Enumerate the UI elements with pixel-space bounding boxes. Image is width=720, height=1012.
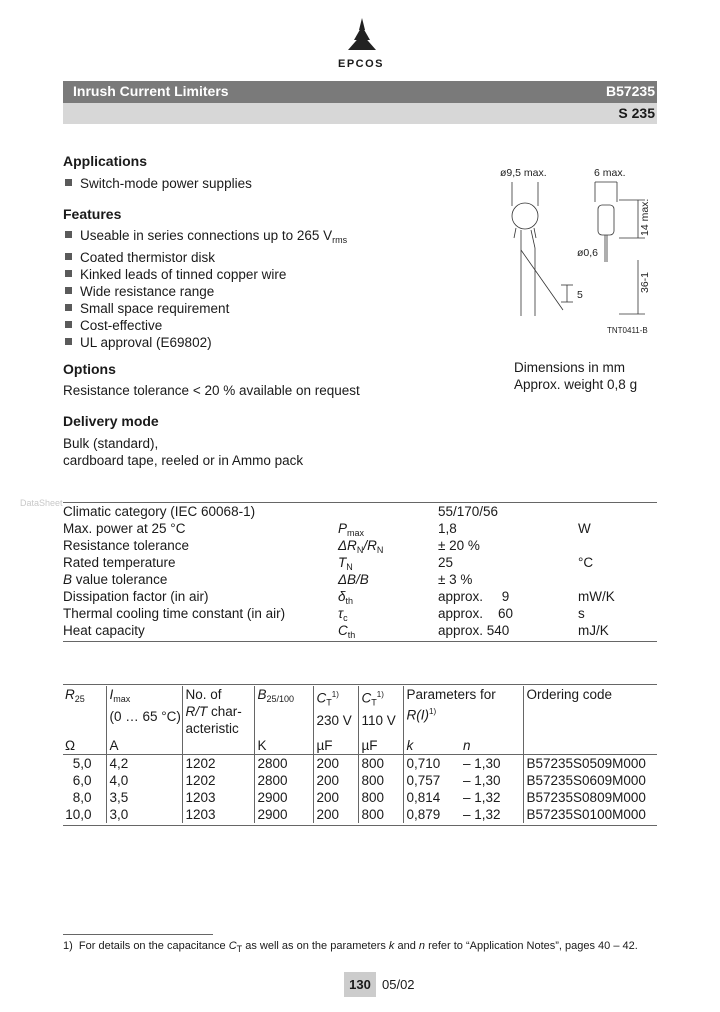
ordering-table: [63, 686, 657, 823]
page-number: 130: [344, 972, 376, 997]
list-item: Small space requirement: [63, 300, 347, 317]
specs-table: [63, 504, 657, 640]
dim-height: 14 max.: [639, 198, 651, 236]
drawing-code: TNT0411-B: [607, 326, 648, 335]
table-row: Max. power at 25 °C $P_{max}$ 1,8 W: [63, 521, 591, 538]
dimension-drawing: [495, 160, 665, 340]
table-row: Thermal cooling time constant (in air) $\tau_c$ approx. 60 s: [63, 606, 585, 623]
series-bar: [63, 103, 657, 124]
list-item: UL approval (E69802): [63, 334, 347, 351]
list-item: Coated thermistor disk: [63, 249, 347, 266]
dim-lead-diameter: ø0,6: [577, 247, 599, 259]
applications-heading: Applications: [63, 153, 148, 169]
brand-name: EPCOS: [337, 58, 384, 70]
page-date: 05/02: [382, 977, 415, 992]
delivery-line-1: Bulk (standard),: [63, 436, 159, 451]
features-list: [63, 227, 347, 351]
delivery-heading: Delivery mode: [63, 413, 159, 429]
series-label: S 235: [618, 105, 655, 121]
footnote-rule: [63, 934, 213, 935]
dim-width: 6 max.: [594, 167, 626, 179]
delivery-line-2: cardboard tape, reeled or in Ammo pack: [63, 453, 304, 468]
list-item: Useable in series connections up to 265 $V_{rms}$: [63, 227, 347, 249]
features-heading: Features: [63, 206, 122, 222]
table-row: B value tolerance ΔB/B ± 3 %: [63, 572, 473, 587]
divider: [63, 825, 657, 826]
table-row: 5,0 4,2 1202 2800 200 800 0,710 – 1,30 B57235S0509M000: [63, 755, 657, 773]
table-row: Resistance tolerance $\Delta R_N/R_N$ ± 20 %: [63, 538, 480, 555]
dim-diameter: ø9,5 max.: [500, 167, 547, 179]
divider: [63, 502, 657, 503]
table-header-row: $R_{25}$ $I_{max}$ (0 … 65 °C) No. of R/T char- acteristic $B_{25/100}$ $C_T^{1)}$ 230 V $C_T^{1)}$ 110 V Parameters for $R(I)^{1)}$ Ordering code: [63, 686, 657, 737]
list-item: Kinked leads of tinned copper wire: [63, 266, 347, 283]
list-item: Wide resistance range: [63, 283, 347, 300]
dim-lead-length: 36-1: [639, 271, 651, 293]
product-title: Inrush Current Limiters: [73, 83, 229, 99]
footnote: 1) For details on the capacitance $C_T$ as well as on the parameters k and n refer to “Application Notes”, pages 40 – 42.: [63, 940, 638, 954]
list-item: Switch-mode power supplies: [63, 175, 252, 192]
applications-list: [63, 175, 252, 192]
divider: [63, 641, 657, 642]
table-row: 8,0 3,5 1203 2900 200 800 0,814 – 1,32 B57235S0809M000: [63, 789, 657, 806]
table-row: Heat capacity $C_{th}$ approx. 540 mJ/K: [63, 623, 609, 640]
table-units-row: Ω A K µF µF k n: [63, 737, 657, 755]
table-row: Climatic category (IEC 60068-1) 55/170/56: [63, 504, 499, 519]
options-text: Resistance tolerance < 20 % available on request: [63, 383, 360, 398]
table-row: Dissipation factor (in air) $\delta_{th}$ approx. 9 mW/K: [63, 589, 615, 606]
dim-kink: 5: [577, 289, 583, 301]
options-heading: Options: [63, 361, 116, 377]
table-row: 10,0 3,0 1203 2900 200 800 0,879 – 1,32 B57235S0100M000: [63, 806, 657, 823]
table-row: 6,0 4,0 1202 2800 200 800 0,757 – 1,30 B57235S0609M000: [63, 772, 657, 789]
watermark: DataSheet: [20, 498, 63, 508]
list-item: Cost-effective: [63, 317, 347, 334]
weight-note: Approx. weight 0,8 g: [514, 377, 638, 392]
title-bar: [63, 81, 657, 103]
table-row: Rated temperature $T_N$ 25 °C: [63, 555, 594, 572]
divider: [63, 684, 657, 685]
dimensions-note: Dimensions in mm: [514, 360, 626, 375]
part-number: B57235: [605, 83, 655, 99]
